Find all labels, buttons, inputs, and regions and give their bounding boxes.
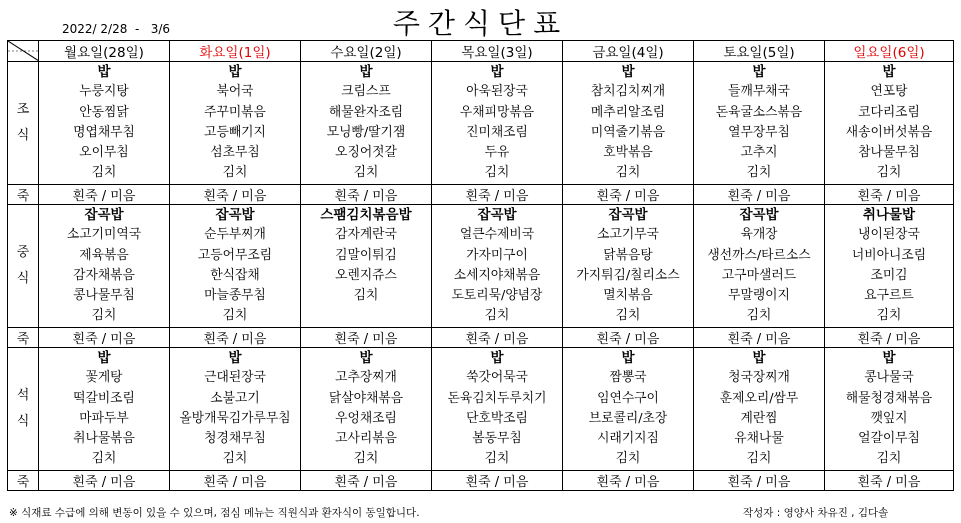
day-header-tue: 화요일(1일) <box>170 41 301 62</box>
menu-item: 김치 <box>746 165 772 181</box>
porridge-cell: 흰죽 / 미음 <box>432 328 563 348</box>
menu-item: 진미채조림 <box>466 124 528 140</box>
menu-item: 김치 <box>353 451 379 467</box>
breakfast-menu-cell <box>563 62 694 185</box>
menu-item: 돈육김치두루치기 <box>447 390 547 406</box>
menu-item: 청국장찌개 <box>728 370 790 386</box>
dinner-menu-cell <box>563 348 694 471</box>
dinner-menu-cell <box>432 348 563 471</box>
menu-item: 소세지야채볶음 <box>453 267 541 283</box>
menu-item: 소불고기 <box>210 390 260 406</box>
menu-item: 봄동무침 <box>472 431 522 447</box>
menu-item: 육개장 <box>740 227 778 243</box>
lunch-label <box>8 205 39 328</box>
menu-item: 계란찜 <box>740 410 778 426</box>
menu-item: 참치김치찌개 <box>590 84 666 100</box>
menu-item: 너비아니조림 <box>851 247 927 263</box>
menu-item: 브로콜리/초장 <box>588 410 668 426</box>
main-dish: 밥 <box>490 64 504 80</box>
main-dish: 밥 <box>490 350 504 366</box>
menu-item: 닭볶음탕 <box>603 247 653 263</box>
menu-item: 얼갈이무침 <box>858 431 920 447</box>
menu-item: 김치 <box>91 451 117 467</box>
menu-item: 오이무침 <box>79 145 129 161</box>
porridge-cell: 흰죽 / 미음 <box>694 471 825 491</box>
menu-item: 모닝빵/딸기잼 <box>326 124 406 140</box>
menu-item: 김치 <box>746 451 772 467</box>
porridge-cell: 흰죽 / 미음 <box>170 185 301 205</box>
menu-item: 요구르트 <box>864 288 914 304</box>
menu-period: 2022/ 2/28 - 3/6 <box>62 22 171 36</box>
lunch-row <box>8 205 954 328</box>
menu-item: 김치 <box>746 308 772 324</box>
dinner-menu-cell <box>170 348 301 471</box>
menu-item: 우채피망볶음 <box>459 104 535 120</box>
menu-item: 가자미구이 <box>466 247 528 263</box>
menu-item: 김치 <box>876 165 902 181</box>
menu-item: 김말이튀김 <box>335 247 397 263</box>
porridge-cell: 흰죽 / 미음 <box>825 185 954 205</box>
menu-item: 감자채볶음 <box>73 267 135 283</box>
menu-item: 고등어무조림 <box>197 247 273 263</box>
day-header-wed: 수요일(2일) <box>301 41 432 62</box>
main-dish: 밥 <box>882 350 896 366</box>
porridge-cell: 흰죽 / 미음 <box>694 328 825 348</box>
menu-item <box>301 306 431 326</box>
main-dish: 잡곡밥 <box>739 207 779 223</box>
porridge-cell: 흰죽 / 미음 <box>825 328 954 348</box>
porridge-cell: 흰죽 / 미음 <box>39 328 170 348</box>
main-dish: 밥 <box>752 64 766 80</box>
menu-item: 올방개묵김가루무침 <box>179 410 291 426</box>
menu-item: 순두부찌개 <box>204 227 266 243</box>
menu-item: 돈육굴소스볶음 <box>715 104 803 120</box>
menu-item: 김치 <box>876 451 902 467</box>
main-dish: 밥 <box>752 350 766 366</box>
meal-label-line: 중 <box>16 245 30 260</box>
day-header-sun: 일요일(6일) <box>825 41 954 62</box>
menu-item: 주꾸미볶음 <box>204 104 266 120</box>
porridge-cell: 흰죽 / 미음 <box>301 185 432 205</box>
meal-label-line: 식 <box>16 414 30 429</box>
menu-item: 청경채무침 <box>204 431 266 447</box>
menu-item: 깻잎지 <box>870 410 908 426</box>
breakfast-menu-cell <box>39 62 170 185</box>
menu-item: 열무장무침 <box>728 124 790 140</box>
menu-item: 임연수구이 <box>597 390 659 406</box>
menu-item: 닭살야채볶음 <box>328 390 404 406</box>
breakfast-porridge-row <box>8 185 954 205</box>
main-dish: 밥 <box>97 64 111 80</box>
menu-item: 김치 <box>615 451 641 467</box>
lunch-menu-cell <box>694 205 825 328</box>
porridge-cell: 흰죽 / 미음 <box>694 185 825 205</box>
footer-note: ※ 식재료 수급에 의해 변동이 있을 수 있으며, 점심 메뉴는 직원식과 환자식이 동일합니다. <box>9 507 420 519</box>
menu-item: 김치 <box>222 451 248 467</box>
lunch-menu-cell <box>170 205 301 328</box>
menu-item: 고추장찌개 <box>335 370 397 386</box>
menu-item: 고구마샐러드 <box>721 267 797 283</box>
menu-item: 김치 <box>222 165 248 181</box>
menu-item: 오징어젓갈 <box>335 145 397 161</box>
menu-item: 생선까스/타르소스 <box>707 247 811 263</box>
breakfast-menu-cell <box>825 62 954 185</box>
menu-item: 마늘종무침 <box>204 288 266 304</box>
porridge-label: 죽 <box>8 471 39 491</box>
menu-item: 들깨무채국 <box>728 84 790 100</box>
menu-item: 콩나물무침 <box>73 288 135 304</box>
menu-item: 제육볶음 <box>79 247 129 263</box>
menu-item: 코다리조림 <box>858 104 920 120</box>
porridge-cell: 흰죽 / 미음 <box>301 328 432 348</box>
menu-item: 소고기무국 <box>597 227 659 243</box>
weekly-menu-table <box>7 40 954 491</box>
main-dish: 밥 <box>882 64 896 80</box>
porridge-cell: 흰죽 / 미음 <box>825 471 954 491</box>
menu-item: 시래기지짐 <box>597 431 659 447</box>
breakfast-label <box>8 62 39 185</box>
menu-item: 감자계란국 <box>335 227 397 243</box>
meal-label-line: 식 <box>16 271 30 286</box>
breakfast-menu-cell <box>432 62 563 185</box>
main-dish: 밥 <box>359 64 373 80</box>
menu-item: 해물완자조림 <box>328 104 404 120</box>
breakfast-menu-cell <box>694 62 825 185</box>
breakfast-menu-cell <box>170 62 301 185</box>
menu-item: 호박볶음 <box>603 145 653 161</box>
day-header-row <box>8 41 954 62</box>
main-dish: 밥 <box>97 350 111 366</box>
porridge-cell: 흰죽 / 미음 <box>563 471 694 491</box>
porridge-cell: 흰죽 / 미음 <box>432 471 563 491</box>
menu-item: 단호박조림 <box>466 410 528 426</box>
footer-author: 작성자 : 영양사 차유진 , 김다솔 <box>743 507 889 519</box>
menu-item: 한식잡채 <box>210 267 260 283</box>
menu-item: 도토리묵/양념장 <box>451 288 543 304</box>
porridge-cell: 흰죽 / 미음 <box>39 471 170 491</box>
menu-item: 쑥갓어묵국 <box>466 370 528 386</box>
day-header-thu: 목요일(3일) <box>432 41 563 62</box>
menu-item: 김치 <box>484 451 510 467</box>
menu-item: 안동찜닭 <box>79 104 129 120</box>
menu-item: 고추지 <box>740 145 778 161</box>
menu-item: 김치 <box>484 165 510 181</box>
lunch-menu-cell <box>825 205 954 328</box>
menu-item: 콩나물국 <box>864 370 914 386</box>
main-dish: 잡곡밥 <box>215 207 255 223</box>
menu-item: 짬뽕국 <box>609 370 647 386</box>
menu-item: 냉이된장국 <box>858 227 920 243</box>
menu-item: 김치 <box>615 165 641 181</box>
menu-item: 연포탕 <box>870 84 908 100</box>
menu-item: 떡갈비조림 <box>73 390 135 406</box>
menu-item: 김치 <box>484 308 510 324</box>
menu-item: 명엽채무침 <box>73 124 135 140</box>
lunch-menu-cell <box>39 205 170 328</box>
breakfast-row <box>8 62 954 185</box>
dinner-menu-cell <box>301 348 432 471</box>
main-dish: 밥 <box>228 350 242 366</box>
menu-item: 오렌지쥬스 <box>335 267 397 283</box>
dinner-menu-cell <box>825 348 954 471</box>
meal-label-line: 조 <box>16 102 30 117</box>
dinner-menu-cell <box>39 348 170 471</box>
porridge-cell: 흰죽 / 미음 <box>170 471 301 491</box>
menu-item: 미역줄기볶음 <box>590 124 666 140</box>
page-title: 주간식단표 <box>392 7 569 40</box>
menu-item: 김치 <box>91 308 117 324</box>
menu-item: 무말랭이지 <box>728 288 790 304</box>
menu-item: 김치 <box>222 308 248 324</box>
porridge-cell: 흰죽 / 미음 <box>432 185 563 205</box>
main-dish: 잡곡밥 <box>608 207 648 223</box>
lunch-menu-cell <box>563 205 694 328</box>
menu-item: 조미김 <box>870 267 908 283</box>
menu-item: 근대된장국 <box>204 370 266 386</box>
menu-item: 참나물무침 <box>858 145 920 161</box>
menu-item: 마파두부 <box>79 410 129 426</box>
main-dish: 잡곡밥 <box>84 207 124 223</box>
menu-item: 유채나물 <box>734 431 784 447</box>
menu-item: 소고기미역국 <box>66 227 142 243</box>
breakfast-menu-cell <box>301 62 432 185</box>
menu-item: 김치 <box>876 308 902 324</box>
menu-item: 가지튀김/칠리소스 <box>576 267 680 283</box>
menu-item: 메추리알조림 <box>590 104 666 120</box>
lunch-menu-cell <box>432 205 563 328</box>
dinner-label <box>8 348 39 471</box>
dinner-row <box>8 348 954 471</box>
menu-item: 고등빼기지 <box>204 124 266 140</box>
porridge-label: 죽 <box>8 328 39 348</box>
menu-item: 김치 <box>353 165 379 181</box>
day-header-fri: 금요일(4일) <box>563 41 694 62</box>
menu-item: 취나물볶음 <box>73 431 135 447</box>
menu-item: 고사리볶음 <box>335 431 397 447</box>
header <box>0 0 961 40</box>
lunch-menu-cell <box>301 205 432 328</box>
menu-item: 멸치볶음 <box>603 288 653 304</box>
main-dish: 잡곡밥 <box>477 207 517 223</box>
menu-item: 아욱된장국 <box>466 84 528 100</box>
corner-cell <box>8 41 39 62</box>
main-dish: 밥 <box>621 64 635 80</box>
menu-item: 누룽지탕 <box>79 84 129 100</box>
menu-item: 김치 <box>615 308 641 324</box>
meal-label-line: 식 <box>16 128 30 143</box>
menu-item: 꽃게탕 <box>85 370 123 386</box>
menu-item: 김치 <box>91 165 117 181</box>
main-dish: 밥 <box>228 64 242 80</box>
dinner-porridge-row <box>8 471 954 491</box>
lunch-porridge-row <box>8 328 954 348</box>
corner-diagonal-icon <box>8 41 39 61</box>
menu-item: 우엉채조림 <box>335 410 397 426</box>
main-dish: 밥 <box>621 350 635 366</box>
porridge-cell: 흰죽 / 미음 <box>170 328 301 348</box>
menu-item: 얼큰수제비국 <box>459 227 535 243</box>
main-dish: 스팸김치볶음밥 <box>320 207 412 223</box>
meal-label-line: 석 <box>16 388 30 403</box>
menu-item: 크림스프 <box>341 84 391 100</box>
menu-item: 두유 <box>484 145 510 161</box>
porridge-cell: 흰죽 / 미음 <box>39 185 170 205</box>
menu-item: 새송이버섯볶음 <box>845 124 933 140</box>
day-header-sat: 토요일(5일) <box>694 41 825 62</box>
day-header-mon: 월요일(28일) <box>39 41 170 62</box>
menu-item: 훈제오리/쌈무 <box>719 390 799 406</box>
menu-item: 김치 <box>353 288 379 304</box>
menu-item: 북어국 <box>216 84 254 100</box>
porridge-cell: 흰죽 / 미음 <box>301 471 432 491</box>
menu-item: 해물청경채볶음 <box>845 390 933 406</box>
porridge-label: 죽 <box>8 185 39 205</box>
menu-item: 섬초무침 <box>210 145 260 161</box>
main-dish: 취나물밥 <box>862 207 916 223</box>
porridge-cell: 흰죽 / 미음 <box>563 185 694 205</box>
dinner-menu-cell <box>694 348 825 471</box>
main-dish: 밥 <box>359 350 373 366</box>
porridge-cell: 흰죽 / 미음 <box>563 328 694 348</box>
